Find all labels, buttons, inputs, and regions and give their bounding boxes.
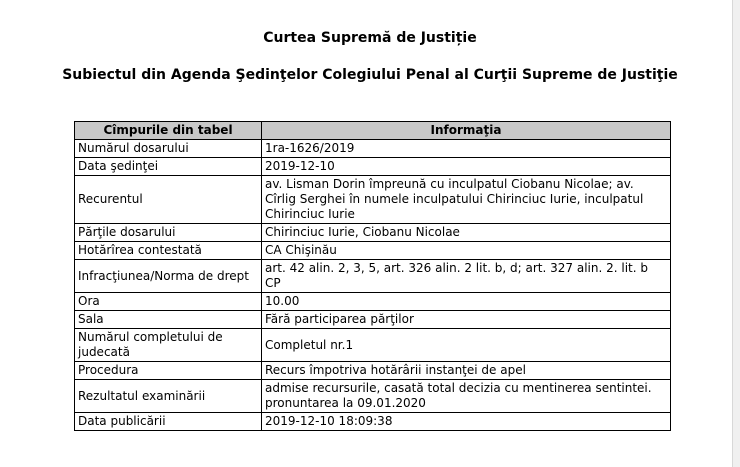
row-field-label: Sala	[75, 311, 262, 329]
row-value: av. Lisman Dorin împreună cu inculpatul Ciobanu Nicolae; av. Cîrlig Serghei în numele inculpatului Chirinciuc Iurie, inculpatul Chirinciuc Iurie	[262, 176, 671, 224]
row-value: 2019-12-10	[262, 158, 671, 176]
table-row	[75, 311, 671, 329]
row-field-label: Numărul dosarului	[75, 140, 262, 158]
row-field-label: Data şedinţei	[75, 158, 262, 176]
header-information: Informaţia	[262, 122, 671, 140]
table-row	[75, 158, 671, 176]
row-field-label: Părţile dosarului	[75, 224, 262, 242]
table-row	[75, 329, 671, 362]
table-row	[75, 413, 671, 431]
table-row	[75, 293, 671, 311]
table-row	[75, 176, 671, 224]
row-field-label: Data publicării	[75, 413, 262, 431]
row-value: CA Chişinău	[262, 242, 671, 260]
row-value: art. 42 alin. 2, 3, 5, art. 326 alin. 2 lit. b, d; art. 327 alin. 2. lit. b CP	[262, 260, 671, 293]
table-row	[75, 380, 671, 413]
row-field-label: Numărul completului de judecată	[75, 329, 262, 362]
page-title: Curtea Supremă de Justiție	[263, 30, 477, 46]
table-row	[75, 260, 671, 293]
row-value: Chirinciuc Iurie, Ciobanu Nicolae	[262, 224, 671, 242]
row-value: Fără participarea părţilor	[262, 311, 671, 329]
table-row	[75, 224, 671, 242]
table-header-row	[75, 122, 671, 140]
row-field-label: Ora	[75, 293, 262, 311]
row-value: 10.00	[262, 293, 671, 311]
table-row	[75, 140, 671, 158]
agenda-table	[74, 121, 671, 431]
row-value: 2019-12-10 18:09:38	[262, 413, 671, 431]
header-fields: Cîmpurile din tabel	[75, 122, 262, 140]
row-value: admise recursurile, casată total decizia cu mentinerea sentintei. pronuntarea la 09.01.2020	[262, 380, 671, 413]
row-field-label: Rezultatul examinării	[75, 380, 262, 413]
page-subtitle: Subiectul din Agenda Şedinţelor Colegiului Penal al Curţii Supreme de Justiţie	[62, 67, 678, 83]
row-value: 1ra-1626/2019	[262, 140, 671, 158]
table-row	[75, 242, 671, 260]
row-field-label: Procedura	[75, 362, 262, 380]
row-value: Recurs împotriva hotărârii instanţei de apel	[262, 362, 671, 380]
row-field-label: Infracţiunea/Norma de drept	[75, 260, 262, 293]
row-field-label: Hotărîrea contestată	[75, 242, 262, 260]
row-field-label: Recurentul	[75, 176, 262, 224]
row-value: Completul nr.1	[262, 329, 671, 362]
table-row	[75, 362, 671, 380]
